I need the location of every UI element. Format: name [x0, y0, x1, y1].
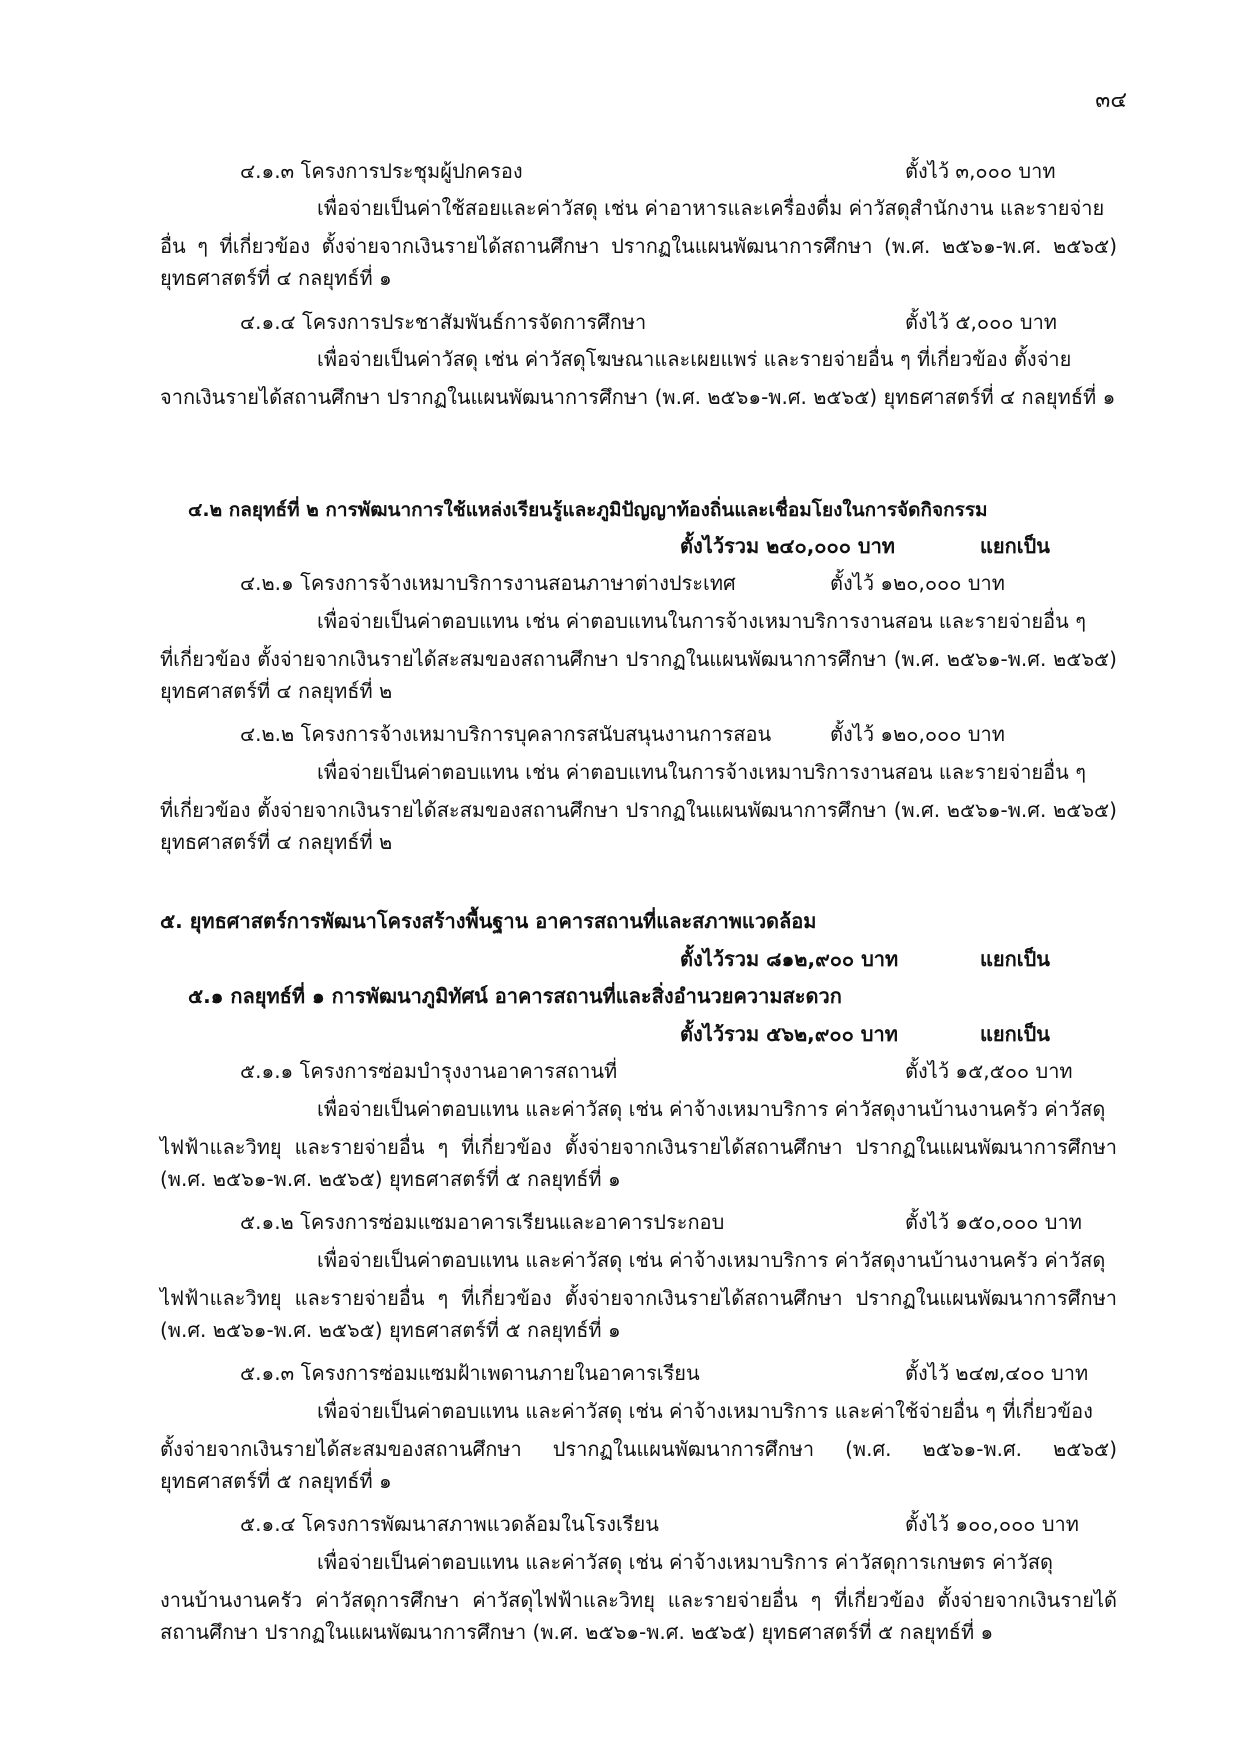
item-4-1-3-amount: ตั้งไว้ ๓,๐๐๐ บาท — [905, 159, 1056, 183]
strategy-5-1-title: ๕.๑ กลยุทธ์ที่ ๑ การพัฒนาภูมิทัศน์ อาคารสถานที่และสิ่งอำนวยความสะดวก — [188, 984, 842, 1008]
item-5-1-3-title: ๕.๑.๓ โครงการซ่อมแซมฝ้าเพดานภายในอาคารเรียน — [240, 1361, 700, 1385]
item-5-1-4-amount: ตั้งไว้ ๑๐๐,๐๐๐ บาท — [905, 1512, 1079, 1536]
item-4-1-4-desc-first: เพื่อจ่ายเป็นค่าวัสดุ เช่น ค่าวัสดุโฆษณาและเผยแพร่ และรายจ่ายอื่น ๆ ที่เกี่ยวข้อง ตั้งจ่าย — [317, 347, 1072, 371]
item-4-2-1-amount: ตั้งไว้ ๑๒๐,๐๐๐ บาท — [830, 571, 1005, 595]
strategy-4-2-total: ตั้งไว้รวม ๒๔๐,๐๐๐ บาท — [680, 534, 895, 558]
item-5-1-3-desc-rest: ตั้งจ่ายจากเงินรายได้สะสมของสถานศึกษา ปรากฏในแผนพัฒนาการศึกษา (พ.ศ. ๒๕๖๑-พ.ศ. ๒๕๖๕) ยุทธศาสตร์ที่ ๕ กลยุทธ์ที่ ๑ — [160, 1437, 1117, 1493]
strategy-5-split: แยกเป็น — [980, 947, 1050, 971]
item-4-2-2-desc-rest: ที่เกี่ยวข้อง ตั้งจ่ายจากเงินรายได้สะสมของสถานศึกษา ปรากฏในแผนพัฒนาการศึกษา (พ.ศ. ๒๕๖๑-พ.ศ. ๒๕๖๕) ยุทธศาสตร์ที่ ๔ กลยุทธ์ที่ ๒ — [160, 798, 1117, 854]
item-4-1-3-desc-rest: อื่น ๆ ที่เกี่ยวข้อง ตั้งจ่ายจากเงินรายได้สถานศึกษา ปรากฏในแผนพัฒนาการศึกษา (พ.ศ. ๒๕๖๑-พ.ศ. ๒๕๖๕) ยุทธศาสตร์ที่ ๔ กลยุทธ์ที่ ๑ — [160, 234, 1117, 290]
item-5-1-1-desc-rest: ไฟฟ้าและวิทยุ และรายจ่ายอื่น ๆ ที่เกี่ยวข้อง ตั้งจ่ายจากเงินรายได้สถานศึกษา ปรากฏในแผนพัฒนาการศึกษา (พ.ศ. ๒๕๖๑-พ.ศ. ๒๕๖๕) ยุทธศาสตร์ที่ ๕ กลยุทธ์ที่ ๑ — [160, 1135, 1117, 1191]
item-4-1-4-title: ๔.๑.๔ โครงการประชาสัมพันธ์การจัดการศึกษา — [240, 310, 647, 334]
item-5-1-2-amount: ตั้งไว้ ๑๕๐,๐๐๐ บาท — [905, 1210, 1082, 1234]
strategy-4-2-title: ๔.๒ กลยุทธ์ที่ ๒ การพัฒนาการใช้แหล่งเรียนรู้และภูมิปัญญาท้องถิ่นและเชื่อมโยงในการจัดกิจกรรม — [188, 499, 988, 521]
item-5-1-1-desc-first: เพื่อจ่ายเป็นค่าตอบแทน และค่าวัสดุ เช่น ค่าจ้างเหมาบริการ ค่าวัสดุงานบ้านงานครัว ค่าวัสดุ — [317, 1097, 1106, 1121]
page-number: ๓๔ — [1095, 88, 1127, 113]
item-4-1-3-desc-first: เพื่อจ่ายเป็นค่าใช้สอยและค่าวัสดุ เช่น ค่าอาหารและเครื่องดื่ม ค่าวัสดุสำนักงาน และรายจ่าย — [317, 196, 1105, 220]
item-5-1-4-desc-rest: งานบ้านงานครัว ค่าวัสดุการศึกษา ค่าวัสดุไฟฟ้าและวิทยุ และรายจ่ายอื่น ๆ ที่เกี่ยวข้อง ตั้งจ่ายจากเงินรายได้ สถานศึกษา ปรากฏในแผนพัฒนาการศึกษา (พ.ศ. ๒๕๖๑-พ.ศ. ๒๕๖๕) ยุทธศาสตร์ที่ ๕ กลยุทธ์ที่ ๑ — [160, 1588, 1117, 1644]
item-5-1-4-title: ๕.๑.๔ โครงการพัฒนาสภาพแวดล้อมในโรงเรียน — [240, 1512, 659, 1536]
item-5-1-1-title: ๕.๑.๑ โครงการซ่อมบำรุงงานอาคารสถานที่ — [240, 1059, 618, 1083]
item-5-1-2-title: ๕.๑.๒ โครงการซ่อมแซมอาคารเรียนและอาคารประกอบ — [240, 1210, 725, 1234]
item-5-1-1-amount: ตั้งไว้ ๑๕,๕๐๐ บาท — [905, 1059, 1073, 1083]
strategy-4-2-split: แยกเป็น — [980, 534, 1050, 558]
item-5-1-3-amount: ตั้งไว้ ๒๔๗,๔๐๐ บาท — [905, 1361, 1089, 1385]
item-4-2-1-desc-rest: ที่เกี่ยวข้อง ตั้งจ่ายจากเงินรายได้สะสมของสถานศึกษา ปรากฏในแผนพัฒนาการศึกษา (พ.ศ. ๒๕๖๑-พ.ศ. ๒๕๖๕) ยุทธศาสตร์ที่ ๔ กลยุทธ์ที่ ๒ — [160, 647, 1117, 703]
item-4-1-4-desc-rest: จากเงินรายได้สถานศึกษา ปรากฏในแผนพัฒนาการศึกษา (พ.ศ. ๒๕๖๑-พ.ศ. ๒๕๖๕) ยุทธศาสตร์ที่ ๔ กลยุทธ์ที่ ๑ — [160, 385, 1116, 409]
item-4-2-2-desc-first: เพื่อจ่ายเป็นค่าตอบแทน เช่น ค่าตอบแทนในการจ้างเหมาบริการงานสอน และรายจ่ายอื่น ๆ — [317, 760, 1086, 784]
item-4-2-1-title: ๔.๒.๑ โครงการจ้างเหมาบริการงานสอนภาษาต่างประเทศ — [240, 571, 736, 595]
item-4-1-4-amount: ตั้งไว้ ๕,๐๐๐ บาท — [905, 310, 1057, 334]
strategy-5-title: ๕. ยุทธศาสตร์การพัฒนาโครงสร้างพื้นฐาน อาคารสถานที่และสภาพแวดล้อม — [160, 909, 817, 933]
strategy-5-1-split: แยกเป็น — [980, 1022, 1050, 1046]
item-5-1-3-desc-first: เพื่อจ่ายเป็นค่าตอบแทน และค่าวัสดุ เช่น ค่าจ้างเหมาบริการ และค่าใช้จ่ายอื่น ๆ ที่เกี่ยวข้อง — [317, 1399, 1093, 1423]
item-5-1-4-desc-first: เพื่อจ่ายเป็นค่าตอบแทน และค่าวัสดุ เช่น ค่าจ้างเหมาบริการ ค่าวัสดุการเกษตร ค่าวัสดุ — [317, 1550, 1054, 1574]
item-5-1-2-desc-rest: ไฟฟ้าและวิทยุ และรายจ่ายอื่น ๆ ที่เกี่ยวข้อง ตั้งจ่ายจากเงินรายได้สถานศึกษา ปรากฏในแผนพัฒนาการศึกษา (พ.ศ. ๒๕๖๑-พ.ศ. ๒๕๖๕) ยุทธศาสตร์ที่ ๕ กลยุทธ์ที่ ๑ — [160, 1286, 1117, 1342]
item-4-1-3-title: ๔.๑.๓ โครงการประชุมผู้ปกครอง — [240, 159, 523, 183]
strategy-5-total: ตั้งไว้รวม ๘๑๒,๙๐๐ บาท — [680, 947, 899, 971]
item-5-1-2-desc-first: เพื่อจ่ายเป็นค่าตอบแทน และค่าวัสดุ เช่น ค่าจ้างเหมาบริการ ค่าวัสดุงานบ้านงานครัว ค่าวัสดุ — [317, 1248, 1106, 1272]
item-4-2-2-title: ๔.๒.๒ โครงการจ้างเหมาบริการบุคลากรสนับสนุนงานการสอน — [240, 722, 772, 746]
item-4-2-2-amount: ตั้งไว้ ๑๒๐,๐๐๐ บาท — [830, 722, 1005, 746]
strategy-5-1-total: ตั้งไว้รวม ๕๖๒,๙๐๐ บาท — [680, 1022, 898, 1046]
item-4-2-1-desc-first: เพื่อจ่ายเป็นค่าตอบแทน เช่น ค่าตอบแทนในการจ้างเหมาบริการงานสอน และรายจ่ายอื่น ๆ — [317, 609, 1086, 633]
